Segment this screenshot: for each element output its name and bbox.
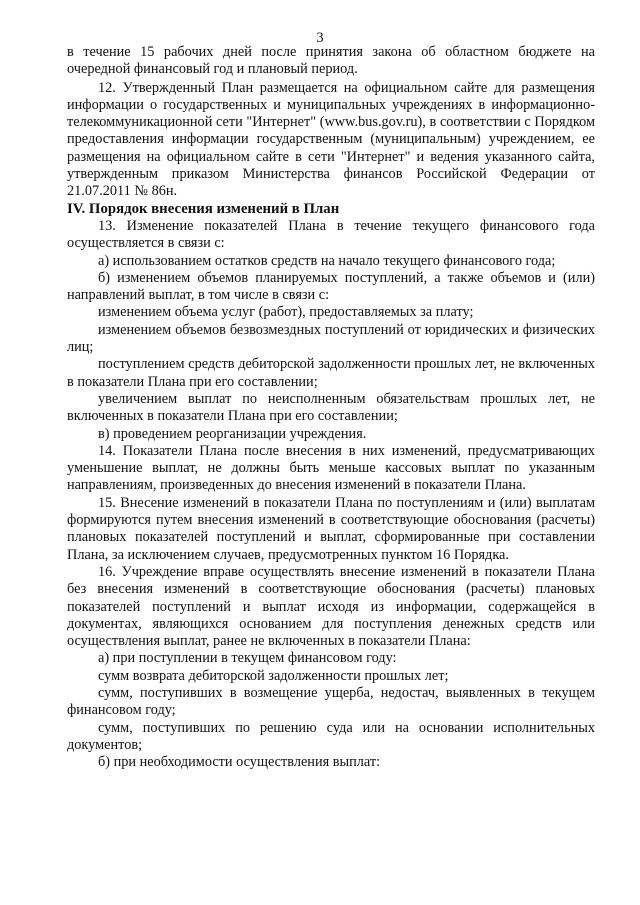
list-item-16a: а) при поступлении в текущем финансовом году: [98,650,397,667]
paragraph-16: 16. Учреждение вправе осуществлять внесение изменений в показатели Плана без внесения изменений в соответствующие обоснования (расчеты) плановых показателей поступлений и выплат исходя из информации, содержащейся в документах, являющихся основанием для поступления денежных средств или осуществления выплат, ранее не включенных в показатели Плана: [67,563,595,650]
paragraph-13: 13. Изменение показателей Плана в течение текущего финансового года осуществляется в связи с: [67,217,595,252]
paragraph-14: 14. Показатели Плана после внесения в них изменений, предусматривающих уменьшение выплат, не должны быть меньше кассовых выплат по указанным направлениям, произведенных до внесения изменений в показатели Плана. [67,442,595,494]
list-item-13b-1: изменением объема услуг (работ), предоставляемых за плату; [98,304,474,321]
list-item-13a: а) использованием остатков средств на начало текущего финансового года; [98,252,556,269]
paragraph-12: 12. Утвержденный План размещается на официальном сайте для размещения информации о государственных и муниципальных учреждениях в информационно-телекоммуникационной сети "Интернет" (www.bus.gov.ru), в соответствии с Порядком предоставления информации государственным (муниципальным) учреждением, ее размещения на официальном сайте в сети "Интернет" и ведения указанного сайта, утвержденным приказом Министерства финансов Российской Федерации от 21.07.2011 № 86н. [67,79,595,200]
list-item-13b-2: изменением объемов безвозмездных поступлений от юридических и физических лиц; [67,321,595,356]
paragraph-15: 15. Внесение изменений в показатели Плана по поступлениям и (или) выплатам формируются путем внесения изменений в соответствующие обоснования (расчеты) плановых показателей поступлений и выплат, сформированные при составлении Плана, за исключением случаев, предусмотренных пунктом 16 Порядка. [67,494,595,563]
paragraph-continuation: в течение 15 рабочих дней после принятия закона об областном бюджете на очередной финансовый год и плановый период. [67,44,595,78]
list-item-16b: б) при необходимости осуществления выплат: [98,754,381,771]
list-item-16a-2: сумм, поступивших в возмещение ущерба, недостач, выявленных в текущем финансовом году; [67,684,595,719]
list-item-16a-1: сумм возврата дебиторской задолженности прошлых лет; [98,667,449,684]
list-item-13b-3: поступлением средств дебиторской задолженности прошлых лет, не включенных в показатели Плана при его составлении; [67,356,595,390]
page-number: 3 [316,30,324,46]
list-item-13c: в) проведением реорганизации учреждения. [98,425,367,442]
list-item-13b-4: увеличением выплат по неисполненным обязательствам прошлых лет, не включенных в показатели Плана при его составлении; [67,390,595,425]
list-item-16a-3: сумм, поступивших по решению суда или на основании исполнительных документов; [67,719,595,753]
document-body [67,44,595,771]
section-heading: IV. Порядок внесения изменений в План [67,200,340,217]
list-item-13b: б) изменением объемов планируемых поступлений, а также объемов и (или) направлений выплат, в том числе в связи с: [67,269,595,304]
